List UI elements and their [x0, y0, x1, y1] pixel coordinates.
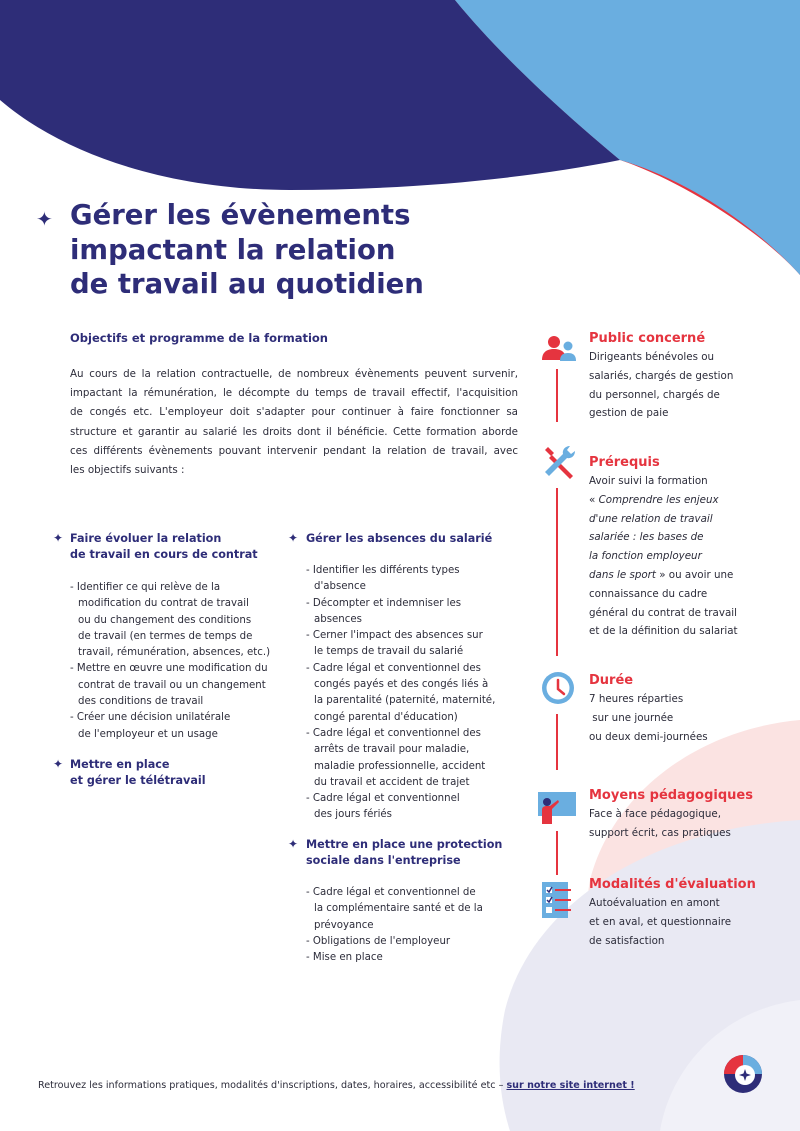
modalites-title: Modalités d'évaluation	[589, 877, 756, 892]
list-item-cont: congés payés et des congés liés à	[314, 679, 489, 691]
public-line: gestion de paie	[589, 407, 669, 420]
module-title-line: Mettre en place	[70, 758, 170, 771]
list-item-cont: d'absence	[314, 581, 366, 593]
duree-line: 7 heures réparties	[589, 693, 684, 705]
module-title-line: Mettre en place une protection	[306, 838, 503, 851]
public-line: salariés, chargés de gestion	[589, 369, 734, 382]
list-item: - Mettre en œuvre une modification du	[70, 663, 268, 675]
prereq-line: et de la définition du salariat	[589, 625, 738, 638]
timeline-connector	[556, 831, 558, 875]
module-2-title	[70, 757, 206, 789]
module-4-title	[306, 837, 502, 869]
title-line: Gérer les évènements	[70, 199, 411, 231]
list-item-cont: des jours fériés	[314, 809, 392, 821]
course-title-line: Comprendre les enjeux	[598, 493, 719, 506]
modalites-line: Autoévaluation en amont	[589, 897, 720, 909]
intro-paragraph	[70, 365, 518, 480]
checklist-icon	[540, 880, 574, 920]
list-item-cont: ou du changement des conditions	[78, 614, 252, 626]
moyens-line: support écrit, cas pratiques	[589, 826, 731, 839]
prereq-line	[589, 491, 738, 510]
prereq-line	[589, 547, 738, 566]
title-line: impactant la relation	[70, 233, 396, 266]
prereq-line	[589, 510, 738, 529]
moyens-title: Moyens pédagogiques	[589, 788, 753, 803]
list-item: - Identifier les différents types	[306, 565, 460, 576]
tools-icon	[540, 443, 578, 481]
list-item-cont: de l'employeur et un usage	[78, 728, 218, 740]
moyens-text	[589, 805, 731, 843]
modalites-text	[589, 894, 731, 950]
intro-line: impactant la rémunération, le décompte du temps de travail effectif, l'acquisition	[70, 387, 518, 400]
module-title-line: Faire évoluer la relation	[70, 532, 222, 545]
modalites-line: et en aval, et questionnaire	[589, 915, 732, 928]
moyens-line: Face à face pédagogique,	[589, 808, 721, 820]
intro-line: structure et garantir au salarié les droits dont il bénéficie. Cette formation aborde	[70, 425, 518, 438]
module-4-list	[306, 885, 483, 966]
course-title-line: salariée : les bases de	[589, 531, 704, 544]
intro-line: ces différents évènements pouvant intervenir pendant la relation de travail, avec	[70, 444, 518, 457]
list-item: - Obligations de l'employeur	[306, 935, 451, 947]
list-item-cont: le temps de travail du salarié	[314, 646, 464, 658]
list-item: - Créer une décision unilatérale	[70, 712, 231, 724]
list-item: - Décompter et indemniser les	[306, 597, 462, 609]
module-title-line: Gérer les absences du salarié	[306, 532, 493, 545]
list-item: - Mise en place	[306, 952, 383, 964]
list-item-cont: arrêts de travail pour maladie,	[314, 744, 470, 756]
page-title	[70, 198, 490, 302]
prereq-title: Prérequis	[589, 455, 660, 470]
list-item-cont: des conditions de travail	[78, 696, 204, 708]
duree-line: sur une journée	[589, 711, 674, 724]
course-title-line: dans le sport	[589, 568, 656, 581]
duree-title: Durée	[589, 673, 634, 688]
prereq-text	[589, 472, 738, 641]
brand-logo-icon	[722, 1053, 764, 1095]
website-link[interactable]: sur notre site internet !	[506, 1080, 635, 1091]
quote-open: «	[589, 493, 599, 506]
course-title-line: la fonction employeur	[589, 550, 702, 563]
title-line: de travail au quotidien	[70, 268, 424, 300]
duree-text	[589, 690, 708, 746]
clock-icon	[540, 670, 576, 706]
list-item-cont: congé parental d'éducation)	[314, 711, 458, 723]
list-item-cont: travail, rémunération, absences, etc.)	[78, 647, 271, 659]
list-item-cont: la parentalité (paternité, maternité,	[314, 695, 496, 707]
module-3-title	[306, 531, 492, 547]
footer	[38, 1080, 635, 1091]
list-item-cont: maladie professionnelle, accident	[314, 760, 486, 772]
list-item-cont: absences	[314, 613, 362, 625]
footer-text: Retrouvez les informations pratiques, modalités d'inscriptions, dates, horaires, accessibilité etc –	[38, 1080, 507, 1091]
timeline-connector	[556, 714, 558, 770]
course-title-line: d'une relation de travail	[589, 512, 713, 525]
public-title: Public concerné	[589, 331, 706, 346]
duree-line: ou deux demi-journées	[589, 730, 708, 743]
module-1-list	[70, 580, 270, 743]
list-item: - Cadre légal et conventionnel des	[306, 662, 481, 674]
list-item: - Identifier ce qui relève de la	[70, 582, 221, 593]
list-item-cont: de travail (en termes de temps de	[78, 630, 253, 642]
presentation-icon	[536, 790, 578, 826]
star-bullet-icon: ✦	[53, 531, 64, 545]
module-title-line: et gérer le télétravail	[70, 774, 206, 787]
list-item-cont: la complémentaire santé et de la	[314, 903, 483, 915]
prereq-line: connaissance du cadre	[589, 587, 708, 600]
list-item-cont: prévoyance	[314, 919, 374, 931]
list-item: - Cadre légal et conventionnel	[306, 793, 460, 805]
timeline-connector	[556, 369, 558, 422]
public-line: du personnel, chargés de	[589, 388, 720, 401]
module-title-line: sociale dans l'entreprise	[306, 854, 461, 867]
list-item-cont: modification du contrat de travail	[78, 598, 249, 610]
intro-line: les objectifs suivants :	[70, 464, 185, 477]
list-item: - Cadre légal et conventionnel des	[306, 727, 481, 739]
timeline-connector	[556, 488, 558, 656]
people-icon	[540, 334, 578, 364]
module-3-list	[306, 563, 495, 824]
star-bullet-icon: ✦	[53, 757, 64, 771]
intro-line: de congés etc. L'employeur doit s'adapter pour continuer à faire fonctionner sa	[70, 406, 518, 419]
module-1-title	[70, 531, 258, 563]
prereq-line: général du contrat de travail	[589, 606, 737, 619]
quote-close: » ou avoir une	[655, 568, 734, 581]
public-line: Dirigeants bénévoles ou	[589, 351, 715, 363]
title-star-icon: ✦	[36, 207, 53, 231]
star-bullet-icon: ✦	[288, 837, 299, 851]
list-item-cont: du travail et accident de trajet	[314, 776, 470, 788]
modalites-line: de satisfaction	[589, 934, 665, 947]
public-text	[589, 348, 733, 423]
star-bullet-icon: ✦	[288, 531, 299, 545]
objectives-heading: Objectifs et programme de la formation	[70, 331, 328, 345]
module-title-line: de travail en cours de contrat	[70, 548, 258, 561]
prereq-line	[589, 528, 738, 547]
list-item: - Cerner l'impact des absences sur	[306, 630, 483, 642]
prereq-line	[589, 566, 738, 585]
prereq-line: Avoir suivi la formation	[589, 475, 708, 487]
intro-line: Au cours de la relation contractuelle, de nombreux évènements peuvent survenir,	[70, 368, 518, 380]
list-item-cont: contrat de travail ou un changement	[78, 679, 266, 691]
list-item: - Cadre légal et conventionnel de	[306, 887, 476, 898]
